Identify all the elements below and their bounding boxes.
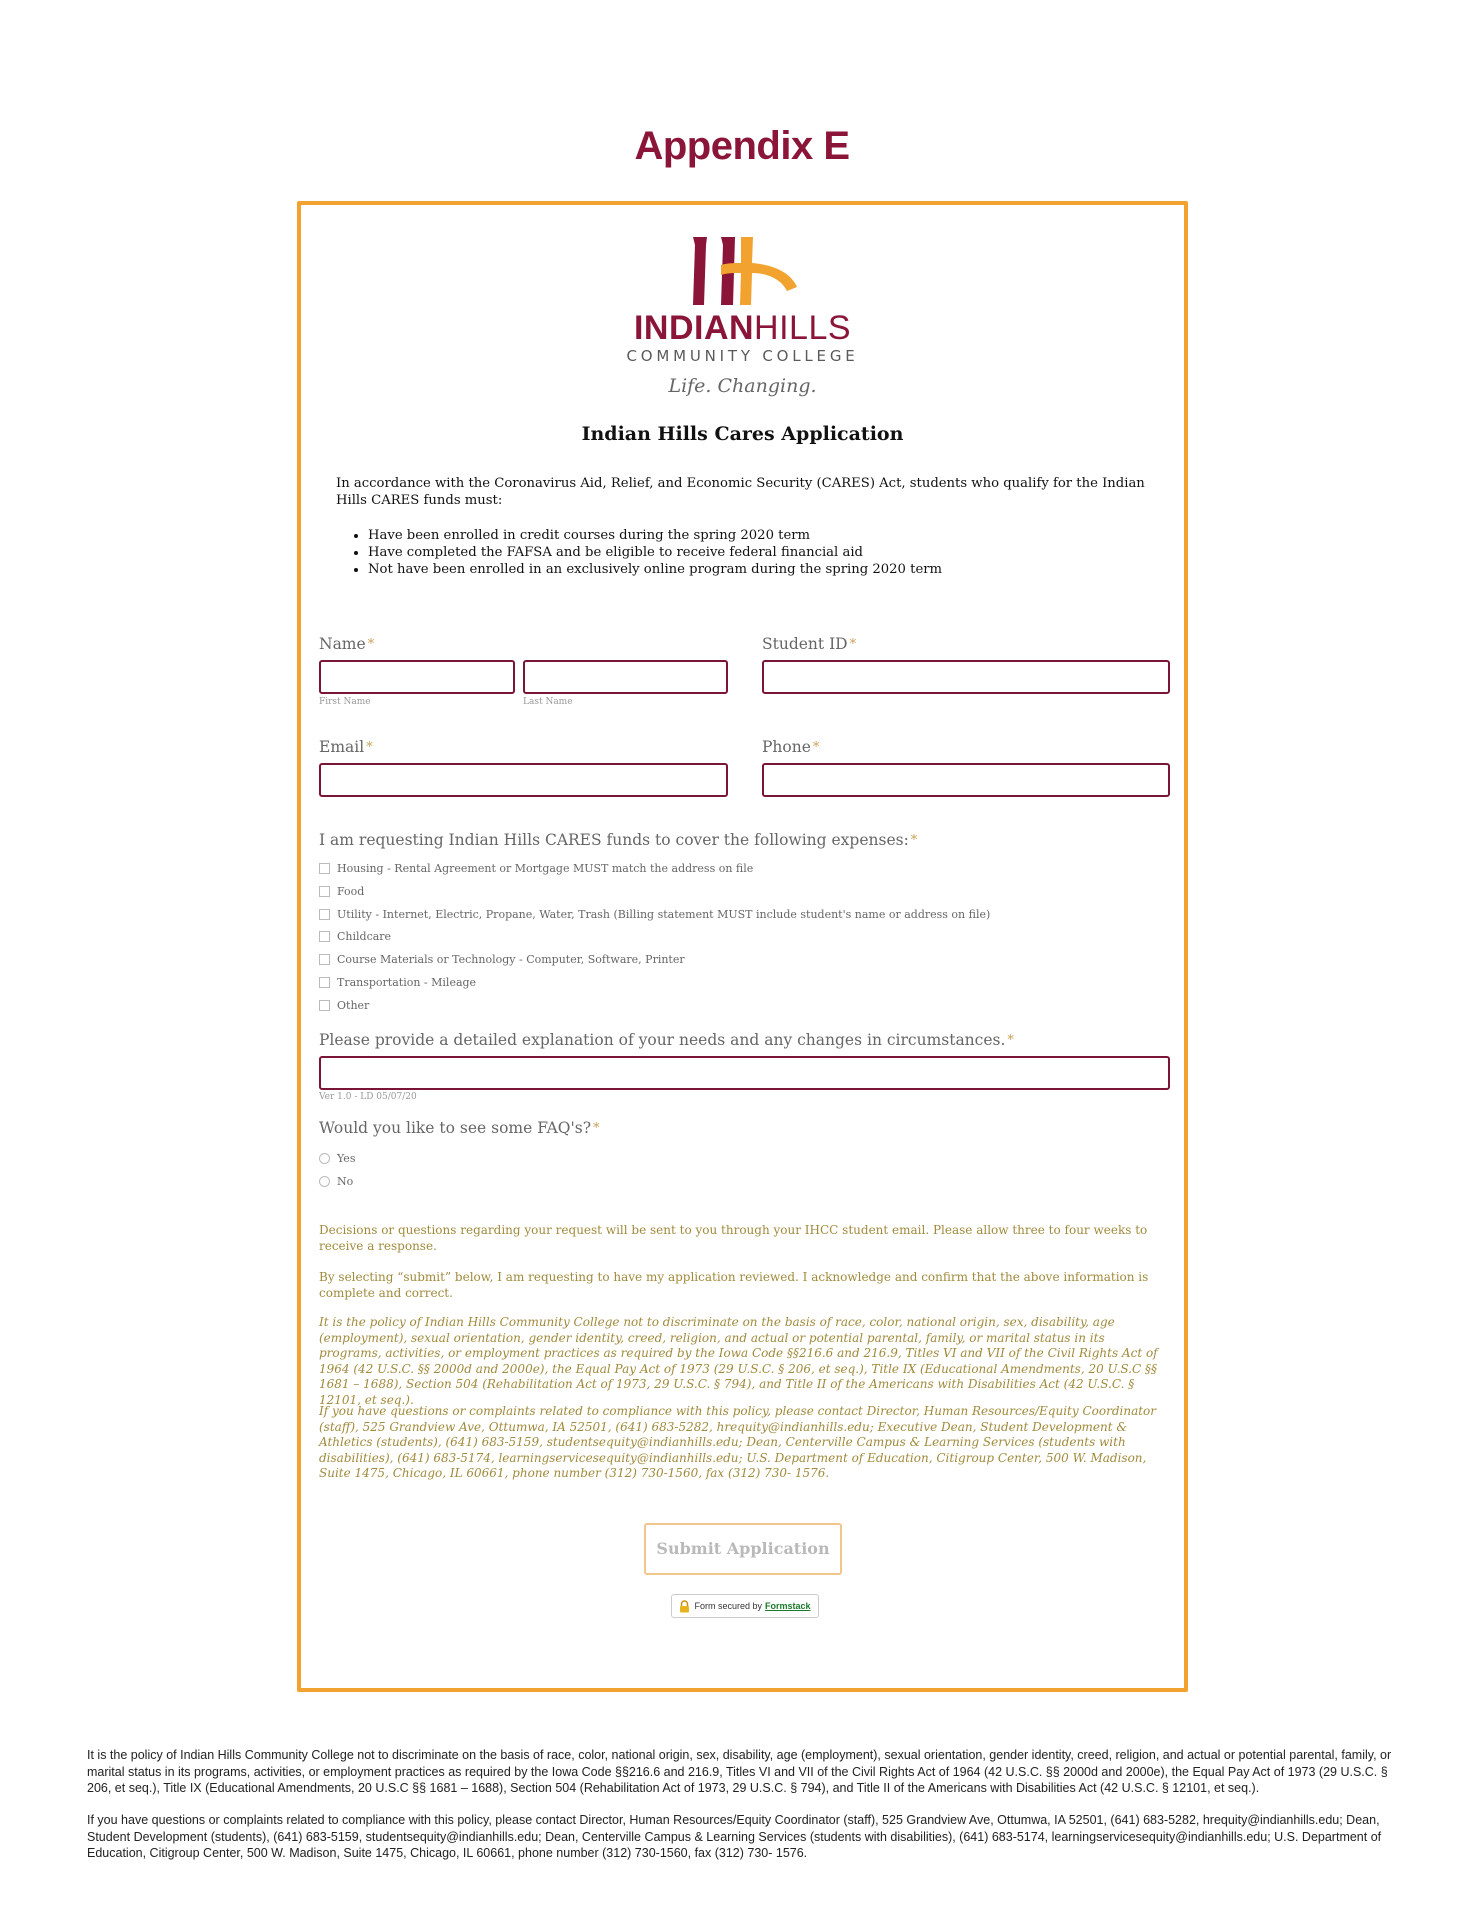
submit-acknowledgement: By selecting “submit” below, I am requesting to have my application reviewed. I acknowledge and confirm that the above information is complete and correct. xyxy=(319,1270,1149,1300)
page-title: Appendix E xyxy=(634,124,850,168)
explanation-label-text: Please provide a detailed explanation of your needs and any changes in circumstances. xyxy=(319,1031,1006,1049)
formstack-link[interactable]: Formstack xyxy=(765,1601,811,1611)
required-mark: * xyxy=(367,637,375,652)
list-item: • Have been enrolled in credit courses during the spring 2020 term xyxy=(368,527,1166,544)
first-name-sublabel: First Name xyxy=(319,697,371,707)
phone-input[interactable] xyxy=(762,763,1170,797)
checkbox[interactable] xyxy=(319,977,330,988)
required-mark: * xyxy=(812,740,820,755)
faq-option-label: No xyxy=(337,1174,354,1188)
student-id-input[interactable] xyxy=(762,660,1170,694)
name-label-text: Name xyxy=(319,635,366,653)
formstack-badge xyxy=(671,1594,819,1618)
faq-label-text: Would you like to see some FAQ's? xyxy=(319,1119,592,1137)
application-form xyxy=(297,201,1188,1692)
phone-label xyxy=(762,738,819,756)
list-item: • Have completed the FAFSA and be eligible to receive federal financial aid xyxy=(368,544,1166,561)
form-title: Indian Hills Cares Application xyxy=(581,423,904,445)
radio-button[interactable] xyxy=(319,1176,330,1187)
required-mark: * xyxy=(593,1121,600,1136)
checkbox[interactable] xyxy=(319,954,330,965)
compliance-contact: If you have questions or complaints related to compliance with this policy, please contact Director, Human Resources/Equity Coordinator (staff), 525 Grandview Ave, Ottumwa, IA 52501, (641) 683-5282, hrequity@indianhills.edu; Executive Dean, Student Development & Athletics (students), (641) 683-5159, studentsequity@indianhills.edu; Dean, Centerville Campus & Learning Services (students with disabilities), (641) 683-5174, learningservicesequity@indianhills.edu; U.S. Department of Education, Citigroup Center, 500 W. Madison, Suite 1475, Chicago, IL 60661, phone number (312) 730-1560, fax (312) 730- 1576. xyxy=(319,1404,1156,1480)
required-mark: * xyxy=(910,833,918,848)
expense-option-housing[interactable] xyxy=(319,860,753,876)
decision-notice: Decisions or questions regarding your request will be sent to you through your IHCC student email. Please allow three to four weeks to receive a response. xyxy=(319,1223,1148,1253)
email-input[interactable] xyxy=(319,763,728,797)
expenses-label xyxy=(319,831,917,849)
version-note: Ver 1.0 - LD 05/07/20 xyxy=(319,1092,417,1102)
explanation-label xyxy=(319,1031,1014,1049)
faq-label xyxy=(319,1119,600,1137)
student-id-label-text: Student ID xyxy=(762,635,848,653)
expense-option-course-materials[interactable] xyxy=(319,951,685,967)
checkbox[interactable] xyxy=(319,863,330,874)
last-name-sublabel: Last Name xyxy=(523,697,573,707)
submit-application-button[interactable]: Submit Application xyxy=(644,1523,842,1575)
expense-option-label: Food xyxy=(337,884,365,898)
expense-option-transportation[interactable] xyxy=(319,974,476,990)
logo-word-light: HILLS xyxy=(754,309,852,347)
faq-option-yes[interactable] xyxy=(319,1150,355,1166)
footer-contact: If you have questions or complaints related to compliance with this policy, please contact Director, Human Resources/Equity Coordinator (staff), 525 Grandview Ave, Ottumwa, IA 52501, (641) 683-5282, hrequity@indianhills.edu; Dean, Student Development (students), (641) 683-5159, studentsequity@indianhills.edu; Dean, Centerville Campus & Learning Services (students with disabilities), (641) 683-5174, learningservicesequity@indianhills.edu; U.S. Department of Education, Citigroup Center, 500 W. Madison, Suite 1475, Chicago, IL 60661, phone number (312) 730-1560, fax (312) 730- 1576. xyxy=(87,1813,1382,1860)
logo-word-bold: INDIAN xyxy=(633,309,755,347)
ih-logo-mark-icon xyxy=(683,235,803,309)
footer-policy: It is the policy of Indian Hills Community College not to discriminate on the basis of race, color, national origin, sex, disability, age (employment), sexual orientation, gender identity, creed, religion, and actual or potential parental, family, or marital status in its programs, activities, or employment practices as required by the Iowa Code §§216.6 and 216.9, Titles VI and VII of the Civil Rights Act of 1964 (42 U.S.C. §§ 2000d and 2000e), the Equal Pay Act of 1973 (29 U.S.C. § 206, et seq.), Title IX (Educational Amendments, 20 U.S.C §§ 1681 – 1688), Section 504 (Rehabilitation Act of 1973, 29 U.S.C. § 794), and Title II of the Americans with Disabilities Act (42 U.S.C. § 12101, et seq.). xyxy=(87,1748,1392,1795)
logo-tagline: Life. Changing. xyxy=(668,375,817,397)
last-name-input[interactable] xyxy=(523,660,728,694)
intro-section xyxy=(336,475,1166,578)
first-name-input[interactable] xyxy=(319,660,515,694)
expense-option-label: Childcare xyxy=(337,929,392,943)
checkbox[interactable] xyxy=(319,909,330,920)
student-id-label xyxy=(762,635,856,653)
email-label xyxy=(319,738,373,756)
expense-option-food[interactable] xyxy=(319,883,364,899)
expense-option-label: Other xyxy=(337,998,370,1012)
intro-text: In accordance with the Coronavirus Aid, Relief, and Economic Security (CARES) Act, students who qualify for the Indian Hills CARES funds must: xyxy=(336,476,1145,508)
checkbox[interactable] xyxy=(319,886,330,897)
expense-option-other[interactable] xyxy=(319,997,369,1013)
name-label xyxy=(319,635,374,653)
logo-wordmark xyxy=(301,311,1184,345)
college-logo xyxy=(301,235,1184,397)
expense-option-label: Course Materials or Technology - Computer, Software, Printer xyxy=(337,952,685,966)
lock-icon xyxy=(679,1600,690,1613)
secured-text: Form secured by xyxy=(694,1601,762,1611)
expense-option-label: Housing - Rental Agreement or Mortgage MUST match the address on file xyxy=(337,861,754,875)
required-mark: * xyxy=(849,637,857,652)
list-item: • Not have been enrolled in an exclusively online program during the spring 2020 term xyxy=(368,561,1166,578)
nondiscrimination-policy: It is the policy of Indian Hills Community College not to discriminate on the basis of race, color, national origin, sex, disability, age (employment), sexual orientation, gender identity, creed, religion, and actual or potential parental, family, or marital status in its programs, activities, or employment practices as required by the Iowa Code §§216.6 and 216.9, Titles VI and VII of the Civil Rights Act of 1964 (42 U.S.C. §§ 2000d and 2000e), the Equal Pay Act of 1973 (29 U.S.C. § 206, et seq.), Title IX (Educational Amendments, 20 U.S.C §§ 1681 – 1688), Section 504 (Rehabilitation Act of 1973, 29 U.S.C. § 794), and Title II of the Americans with Disabilities Act (42 U.S.C. § 12101, et seq.). xyxy=(319,1315,1158,1407)
expense-option-label: Utility - Internet, Electric, Propane, Water, Trash (Billing statement MUST include student's name or address on file) xyxy=(337,907,991,921)
faq-option-no[interactable] xyxy=(319,1173,353,1189)
checkbox[interactable] xyxy=(319,931,330,942)
email-label-text: Email xyxy=(319,738,365,756)
faq-option-label: Yes xyxy=(337,1151,356,1165)
radio-button[interactable] xyxy=(319,1153,330,1164)
expense-option-label: Transportation - Mileage xyxy=(337,975,477,989)
explanation-input[interactable] xyxy=(319,1056,1170,1090)
required-mark: * xyxy=(1007,1033,1014,1048)
logo-subtitle: COMMUNITY COLLEGE xyxy=(626,347,859,365)
expense-option-utility[interactable] xyxy=(319,906,990,922)
requirements-list xyxy=(336,527,1166,578)
checkbox[interactable] xyxy=(319,1000,330,1011)
phone-label-text: Phone xyxy=(762,738,811,756)
expenses-label-text: I am requesting Indian Hills CARES funds to cover the following expenses: xyxy=(319,831,909,849)
expense-option-childcare[interactable] xyxy=(319,928,391,944)
required-mark: * xyxy=(366,740,373,755)
